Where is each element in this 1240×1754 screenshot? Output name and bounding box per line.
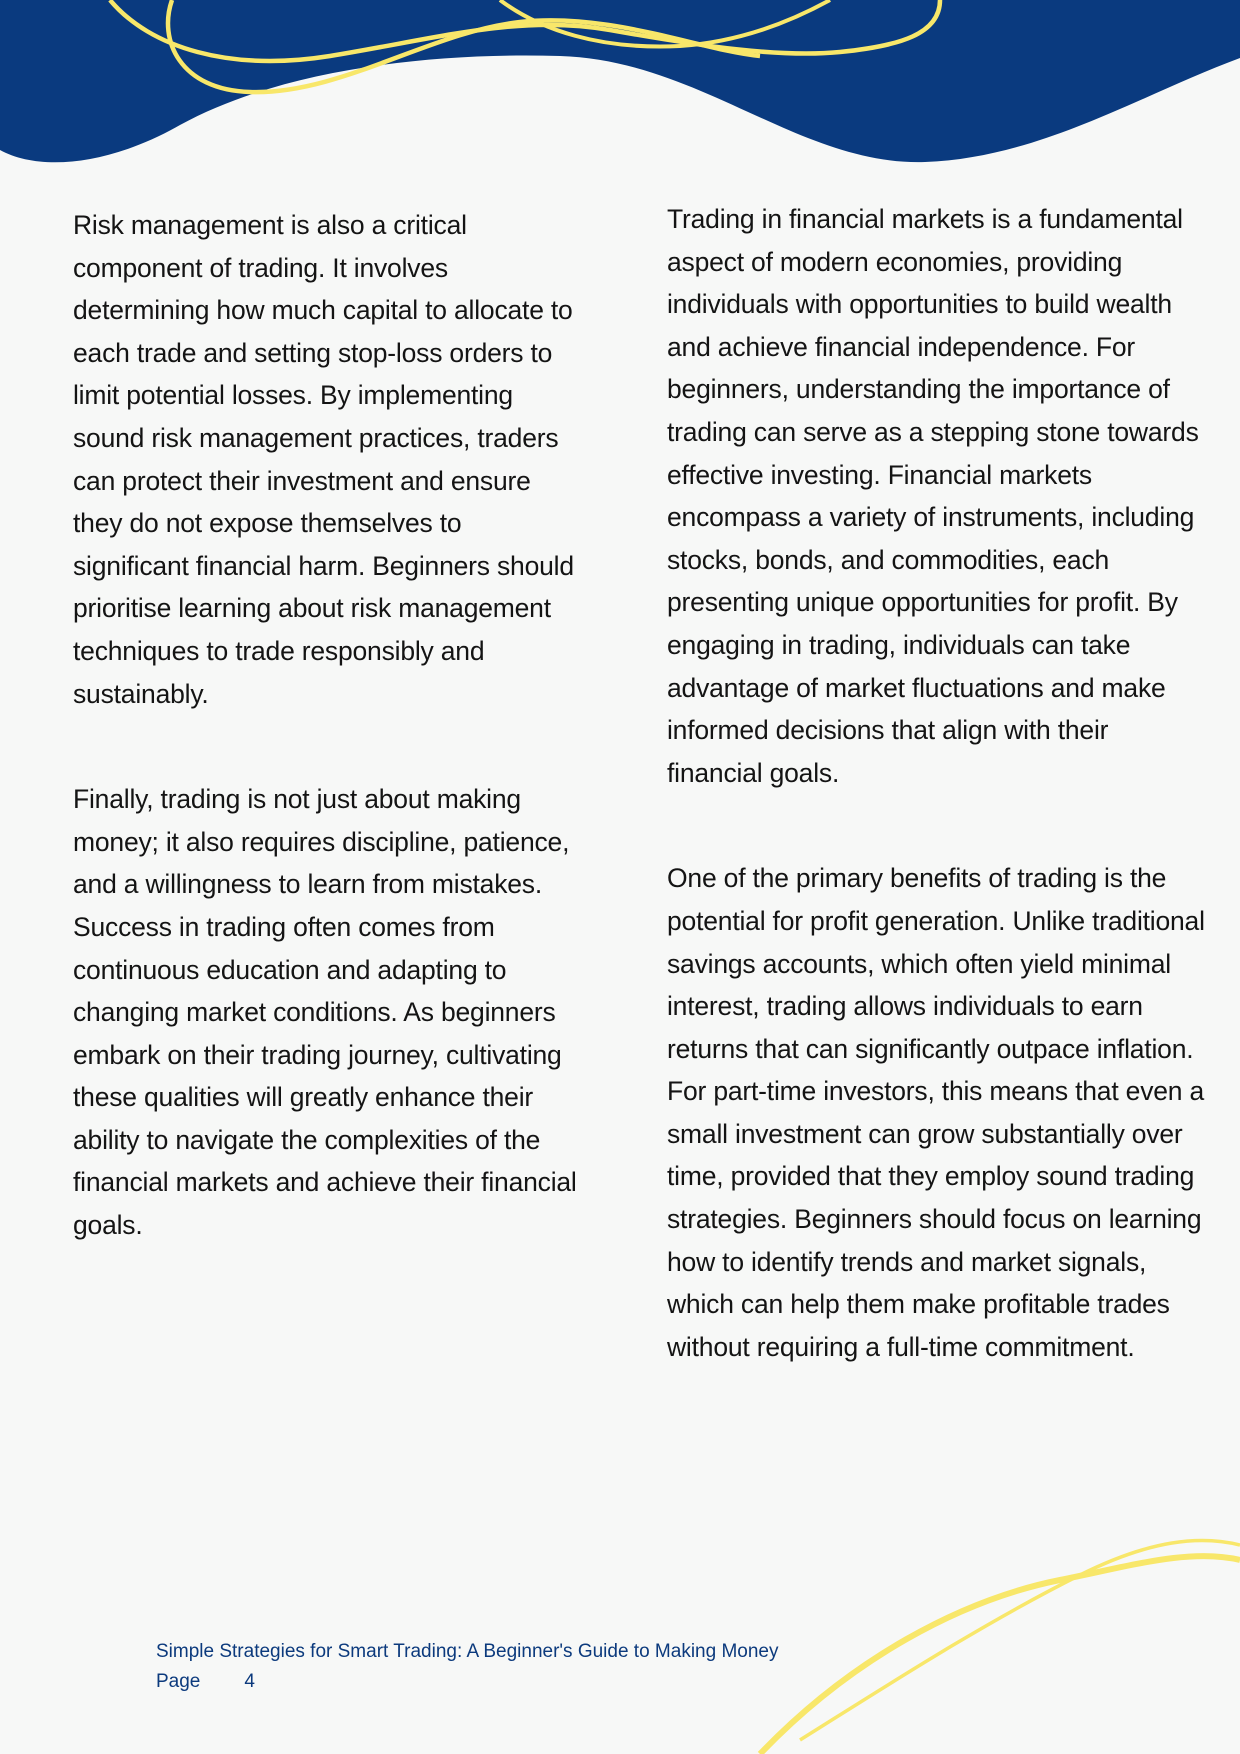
header-curve-line bbox=[500, 0, 830, 47]
footer-curve-line bbox=[760, 1556, 1240, 1754]
right-text-column bbox=[667, 198, 1205, 1431]
page-number: 4 bbox=[244, 1671, 255, 1692]
header-curve-line bbox=[110, 0, 940, 61]
page-label: Page bbox=[156, 1671, 201, 1692]
header-wave-decoration bbox=[0, 0, 1240, 180]
left-text-column bbox=[73, 204, 583, 1310]
footer-curve-line bbox=[800, 1540, 1240, 1740]
header-wave-shape bbox=[0, 0, 1240, 162]
paragraph-profit-generation: One of the primary benefits of trading is the potential for profit generation. Unlike traditional savings accounts, which often yield minimal interest, trading allows individuals to earn returns that can significantly outpace inflation. For part-time investors, this means that even a small investment can grow substantially over time, provided that they employ sound trading strategies. Beginners should focus on learning how to identify trends and market signals, which can help them make profitable trades without requiring a full-time commitment. bbox=[667, 863, 1205, 1362]
paragraph-risk-management: Risk management is also a critical component of trading. It involves determining how much capital to allocate to each trade and setting stop-loss orders to limit potential losses. By implementing sound risk management practices, traders can protect their investment and ensure they do not expose themselves to significant financial harm. Beginners should prioritise learning about risk management techniques to trade responsibly and sustainably. bbox=[73, 210, 574, 709]
header-curve-line bbox=[168, 0, 760, 92]
page-footer bbox=[156, 1637, 779, 1697]
footer-document-title: Simple Strategies for Smart Trading: A Beginner's Guide to Making Money bbox=[156, 1641, 779, 1662]
footer-page-indicator bbox=[156, 1667, 779, 1697]
paragraph-discipline: Finally, trading is not just about making money; it also requires discipline, patience, and a willingness to learn from mistakes. Success in trading often comes from continuous education and adapting to changing market conditions. As beginners embark on their trading journey, cultivating these qualities will greatly enhance their ability to navigate the complexities of the financial markets and achieve their financial goals. bbox=[73, 784, 577, 1241]
paragraph-trading-importance: Trading in financial markets is a fundamental aspect of modern economies, providing individuals with opportunities to build wealth and achieve financial independence. For beginners, understanding the importance of trading can serve as a stepping stone towards effective investing. Financial markets encompass a variety of instruments, including stocks, bonds, and commodities, each presenting unique opportunities for profit. By engaging in trading, individuals can take advantage of market fluctuations and make informed decisions that align with their financial goals. bbox=[667, 204, 1199, 788]
